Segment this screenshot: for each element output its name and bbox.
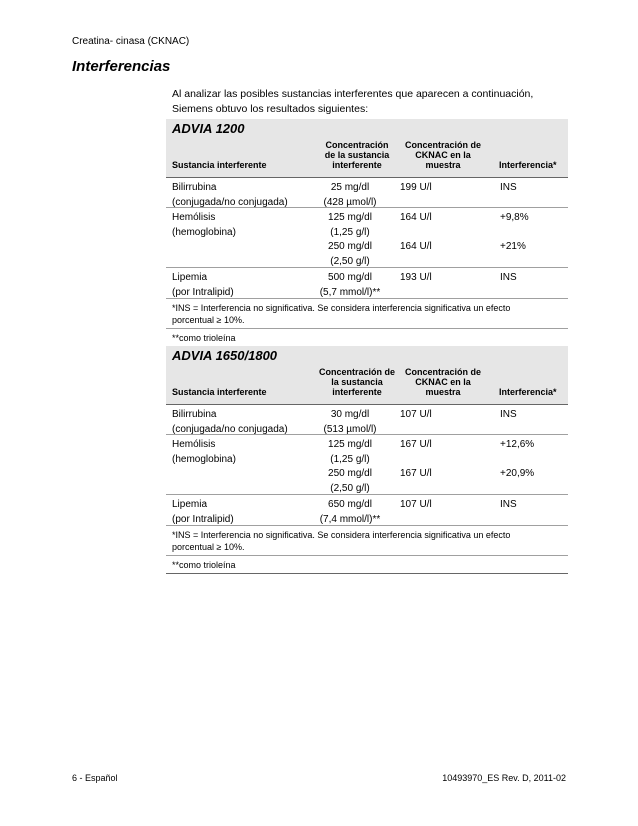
- footnote-trioleina: [166, 329, 568, 347]
- header-interference: Interferencia*: [499, 387, 557, 397]
- cell-concentration: [312, 466, 388, 496]
- cell-line: (513 µmol/l): [323, 424, 377, 435]
- cell-line: 650 mg/dl: [328, 499, 372, 510]
- header-substance: Sustancia interferente: [172, 160, 267, 170]
- header-line: interferente: [332, 160, 382, 170]
- document-code: 10493970_ES Rev. D, 2011-02: [442, 773, 566, 783]
- cell-line: (5,7 mmol/l)**: [319, 287, 381, 298]
- cell-line: 125 mg/dl: [328, 439, 372, 450]
- header-concentration: [311, 367, 403, 397]
- footnote-trioleina: [166, 556, 568, 574]
- cell-line: 25 mg/dl: [330, 182, 370, 193]
- header-line: interferente: [332, 387, 382, 397]
- header-line: Concentración de: [318, 367, 395, 377]
- intro-paragraph: Al analizar las posibles sustancias interferentes que aparecen a continuación, Siemens obtuvo los resultados siguientes:: [172, 88, 534, 115]
- cell-concentration: [312, 437, 388, 467]
- cell-line: (1,25 g/l): [330, 454, 370, 465]
- header-cknac: [397, 367, 489, 397]
- cell-concentration: [312, 239, 388, 269]
- header-substance: Sustancia interferente: [172, 387, 267, 397]
- cell-substance: [172, 270, 234, 300]
- cell-line: Lipemia: [172, 499, 208, 510]
- cell-cknac: 193 U/l: [400, 272, 432, 283]
- cell-concentration: [312, 497, 388, 527]
- table-row: [166, 495, 568, 526]
- cell-line: Bilirrubina: [172, 182, 217, 193]
- cell-cknac: 199 U/l: [400, 182, 432, 193]
- page-number: 6 - Español: [72, 773, 118, 783]
- cell-concentration: [312, 180, 388, 210]
- header-cknac: [397, 140, 489, 170]
- cell-cknac: 167 U/l: [400, 439, 432, 450]
- footnote-line: *INS = Interferencia no significativa. Se considera interferencia significativa un efecto: [172, 303, 511, 313]
- table-row: [166, 405, 568, 435]
- table-row: [166, 237, 568, 268]
- cell-line: (2,50 g/l): [330, 256, 370, 267]
- header-line: CKNAC en la: [415, 377, 471, 387]
- cell-interference: INS: [500, 499, 517, 510]
- cell-interference: +20,9%: [500, 468, 535, 479]
- header-line: CKNAC en la: [415, 150, 471, 160]
- cell-cknac: 167 U/l: [400, 468, 432, 479]
- cell-line: Lipemia: [172, 272, 208, 283]
- footnote-line: porcentual ≥ 10%.: [172, 542, 245, 552]
- table-header: [166, 139, 568, 178]
- cell-line: Hemólisis: [172, 439, 216, 450]
- table-row: [166, 435, 568, 464]
- cell-line: (428 µmol/l): [323, 197, 377, 208]
- cell-line: (1,25 g/l): [330, 227, 370, 238]
- cell-line: 125 mg/dl: [328, 212, 372, 223]
- footnote-line: **como trioleína: [172, 560, 236, 570]
- cell-line: (conjugada/no conjugada): [172, 197, 288, 208]
- cell-line: (hemoglobina): [172, 227, 236, 238]
- table-header: [166, 366, 568, 405]
- header-line: Concentración: [325, 140, 389, 150]
- cell-concentration: [312, 210, 388, 240]
- header-line: Concentración de: [404, 140, 481, 150]
- cell-concentration: [312, 270, 388, 300]
- cell-substance: [172, 210, 236, 240]
- cell-line: (hemoglobina): [172, 454, 236, 465]
- table-title: ADVIA 1200: [166, 119, 568, 139]
- running-header: Creatina- cinasa (CKNAC): [72, 36, 190, 47]
- cell-substance: [172, 497, 234, 527]
- table-title: ADVIA 1650/1800: [166, 346, 568, 366]
- table-row: [166, 178, 568, 208]
- table-row: [166, 268, 568, 299]
- section-title: Interferencias: [72, 58, 171, 75]
- cell-line: 500 mg/dl: [328, 272, 372, 283]
- cell-line: 250 mg/dl: [328, 241, 372, 252]
- cell-interference: +9,8%: [500, 212, 529, 223]
- footnote-line: **como trioleína: [172, 333, 236, 343]
- header-interference: Interferencia*: [499, 160, 557, 170]
- cell-line: 250 mg/dl: [328, 468, 372, 479]
- cell-line: 30 mg/dl: [330, 409, 370, 420]
- cell-cknac: 164 U/l: [400, 241, 432, 252]
- header-line: muestra: [425, 160, 461, 170]
- table-advia-1650-1800: [166, 346, 568, 574]
- cell-cknac: 107 U/l: [400, 409, 432, 420]
- header-line: de la sustancia: [324, 150, 390, 160]
- header-line: Concentración de: [404, 367, 481, 377]
- cell-substance: [172, 180, 288, 210]
- cell-line: Bilirrubina: [172, 409, 217, 420]
- cell-substance: [172, 437, 236, 467]
- cell-line: (conjugada/no conjugada): [172, 424, 288, 435]
- cell-line: (por Intralipid): [172, 287, 234, 298]
- cell-interference: +21%: [500, 241, 526, 252]
- table-row: [166, 208, 568, 237]
- footnote-line: porcentual ≥ 10%.: [172, 315, 245, 325]
- footnote-ins: [166, 299, 568, 329]
- cell-substance: [172, 407, 288, 437]
- footnote-line: *INS = Interferencia no significativa. Se considera interferencia significativa un efecto: [172, 530, 511, 540]
- header-concentration: [311, 140, 403, 170]
- cell-interference: INS: [500, 182, 517, 193]
- table-row: [166, 464, 568, 495]
- cell-cknac: 164 U/l: [400, 212, 432, 223]
- cell-concentration: [312, 407, 388, 437]
- cell-interference: INS: [500, 409, 517, 420]
- cell-interference: +12,6%: [500, 439, 535, 450]
- cell-interference: INS: [500, 272, 517, 283]
- cell-line: Hemólisis: [172, 212, 216, 223]
- cell-line: (2,50 g/l): [330, 483, 370, 494]
- header-line: la sustancia: [331, 377, 383, 387]
- cell-cknac: 107 U/l: [400, 499, 432, 510]
- header-line: muestra: [425, 387, 461, 397]
- table-advia-1200: [166, 119, 568, 347]
- cell-line: (7,4 mmol/l)**: [319, 514, 381, 525]
- cell-line: (por Intralipid): [172, 514, 234, 525]
- footnote-ins: [166, 526, 568, 556]
